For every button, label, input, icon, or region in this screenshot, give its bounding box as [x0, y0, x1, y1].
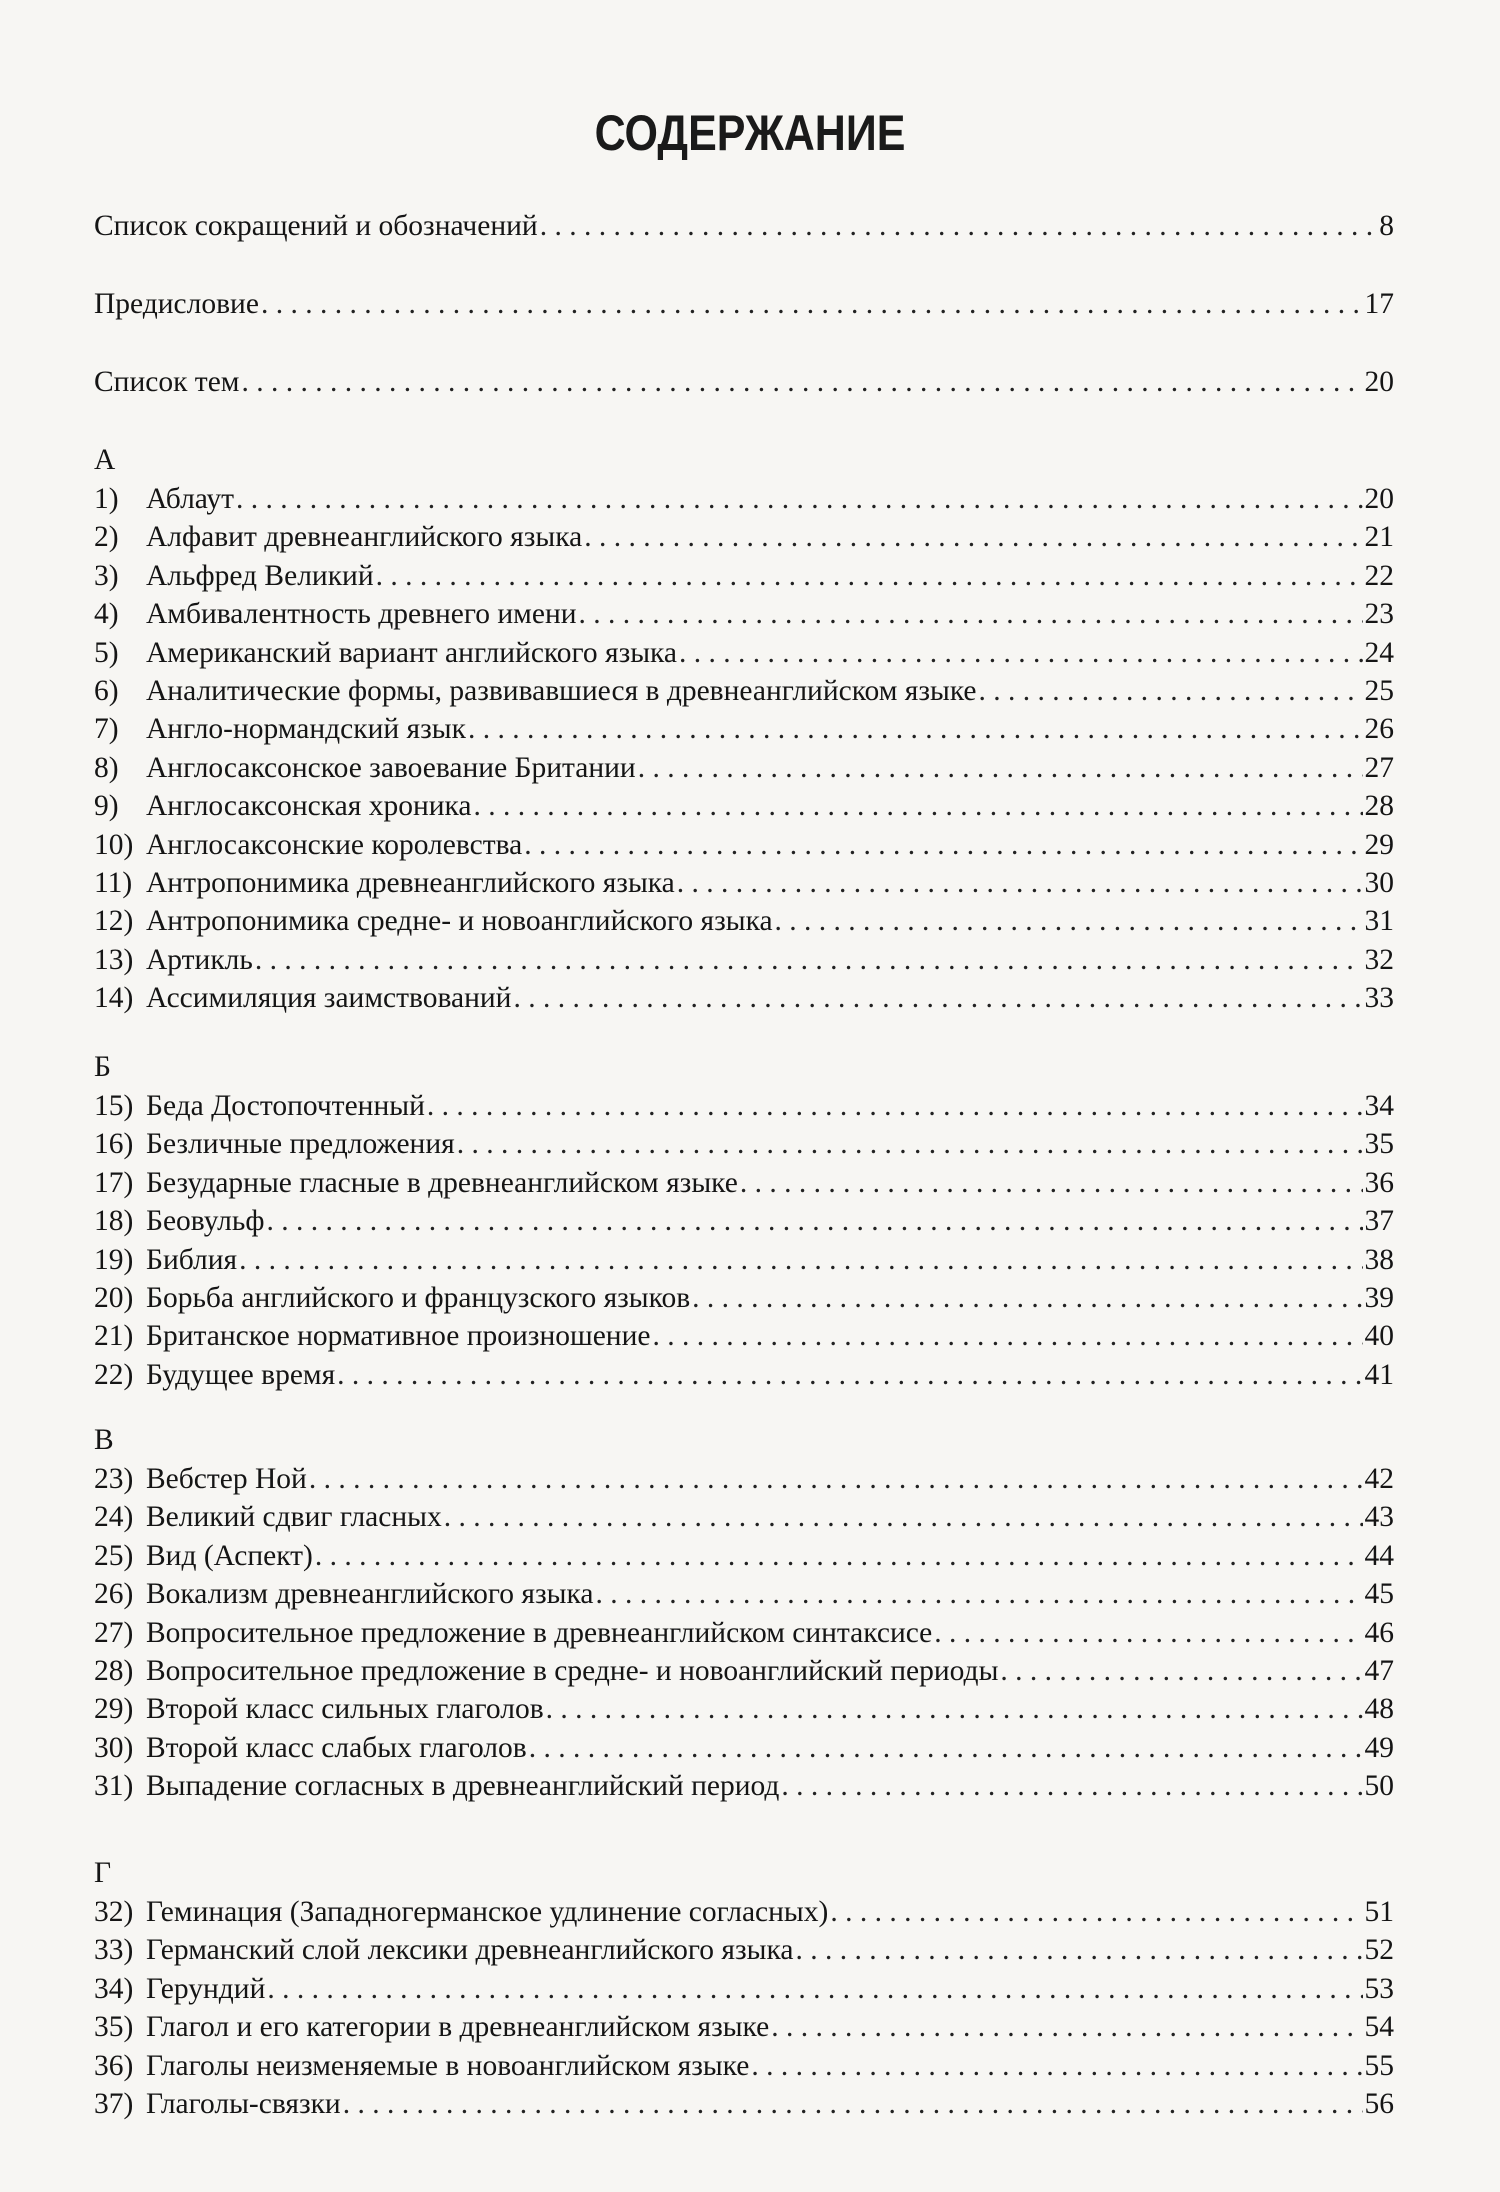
toc-entry — [94, 1355, 1394, 1395]
entry-page-number: 56 — [1364, 2088, 1394, 2120]
entry-number: 28) — [94, 1655, 134, 1687]
entry-title: Будущее время — [146, 1359, 336, 1391]
dot-leader — [692, 1278, 1362, 1318]
dot-leader — [638, 748, 1363, 788]
entry-number: 35) — [94, 2011, 134, 2043]
dot-leader — [474, 786, 1363, 826]
toc-entry — [94, 2084, 1394, 2124]
entry-number: 26) — [94, 1578, 134, 1610]
entry-number: 3) — [94, 560, 119, 592]
dot-leader — [309, 1459, 1363, 1499]
toc-entry — [94, 362, 1394, 402]
dot-leader — [376, 556, 1363, 596]
section-letter: Г — [94, 1857, 112, 1889]
entry-title: Безударные гласные в древнеанглийском языке — [146, 1167, 738, 1199]
entry-number: 6) — [94, 675, 119, 707]
dot-leader — [677, 863, 1363, 903]
toc-entry — [94, 978, 1394, 1018]
dot-leader — [795, 1930, 1362, 1970]
entry-page-number: 32 — [1364, 944, 1394, 976]
entry-number: 36) — [94, 2050, 134, 2082]
entry-number: 16) — [94, 1128, 134, 1160]
entry-number: 12) — [94, 905, 134, 937]
entry-number: 4) — [94, 598, 119, 630]
toc-entry — [94, 671, 1394, 711]
entry-title: Амбивалентность древнего имени — [146, 598, 577, 630]
toc-entry — [94, 1766, 1394, 1806]
entry-page-number: 54 — [1364, 2011, 1394, 2043]
entry-page-number: 35 — [1364, 1128, 1394, 1160]
dot-leader — [444, 1497, 1363, 1537]
toc-entry — [94, 2007, 1394, 2047]
entry-number: 24) — [94, 1501, 134, 1533]
entry-title: Вопросительное предложение в древнеанглийском синтаксисе — [146, 1617, 933, 1649]
entry-page-number: 25 — [1364, 675, 1394, 707]
dot-leader — [529, 1728, 1363, 1768]
toc-entry — [94, 206, 1394, 246]
entry-number: 14) — [94, 982, 134, 1014]
entry-number: 13) — [94, 944, 134, 976]
entry-title: Англосаксонские королевства — [146, 829, 523, 861]
entry-page-number: 49 — [1364, 1732, 1394, 1764]
entry-page-number: 27 — [1364, 752, 1394, 784]
entry-page-number: 20 — [1364, 366, 1394, 398]
entry-number: 37) — [94, 2088, 134, 2120]
entry-title: Глагол и его категории в древнеанглийском языке — [146, 2011, 770, 2043]
entry-page-number: 23 — [1364, 598, 1394, 630]
section-letter: А — [94, 444, 116, 476]
toc-entry — [94, 517, 1394, 557]
entry-number: 32) — [94, 1896, 134, 1928]
entry-page-number: 30 — [1364, 867, 1394, 899]
entry-title: Вид (Аспект) — [146, 1540, 313, 1572]
entry-page-number: 55 — [1364, 2050, 1394, 2082]
dot-leader — [236, 479, 1362, 519]
dot-leader — [261, 284, 1363, 324]
dot-leader — [457, 1124, 1363, 1164]
entry-page-number: 51 — [1364, 1896, 1394, 1928]
toc-entry — [94, 825, 1394, 865]
toc-entry — [94, 633, 1394, 673]
entry-page-number: 38 — [1364, 1244, 1394, 1276]
entry-page-number: 24 — [1364, 637, 1394, 669]
dot-leader — [540, 206, 1378, 246]
dot-leader — [751, 2046, 1362, 2086]
entry-number: 34) — [94, 1973, 134, 2005]
toc-entry — [94, 1201, 1394, 1241]
toc-entry — [94, 1497, 1394, 1537]
dot-leader — [830, 1892, 1362, 1932]
dot-leader — [595, 1574, 1362, 1614]
entry-number: 11) — [94, 867, 133, 899]
dot-leader — [427, 1086, 1363, 1126]
entry-title: Англосаксонская хроника — [146, 790, 472, 822]
entry-page-number: 36 — [1364, 1167, 1394, 1199]
dot-leader — [315, 1536, 1363, 1576]
entry-page-number: 52 — [1364, 1934, 1394, 1966]
entry-number: 29) — [94, 1693, 134, 1725]
dot-leader — [524, 825, 1362, 865]
dot-leader — [740, 1163, 1363, 1203]
entry-title: Ассимиляция заимствований — [146, 982, 512, 1014]
entry-title: Вопросительное предложение в средне- и новоанглийский периоды — [146, 1655, 999, 1687]
toc-entry — [94, 1124, 1394, 1164]
toc-entry — [94, 1892, 1394, 1932]
dot-leader — [241, 362, 1362, 402]
entry-number: 15) — [94, 1090, 134, 1122]
entry-title: Британское нормативное произношение — [146, 1320, 651, 1352]
toc-entry — [94, 1163, 1394, 1203]
entry-number: 9) — [94, 790, 119, 822]
entry-title: Список тем — [94, 366, 240, 398]
entry-title: Список сокращений и обозначений — [94, 210, 538, 242]
entry-number: 25) — [94, 1540, 134, 1572]
entry-page-number: 41 — [1364, 1359, 1394, 1391]
page-title: СОДЕРЖАНИЕ — [594, 105, 906, 161]
entry-title: Беда Достопочтенный — [146, 1090, 425, 1122]
entry-page-number: 17 — [1364, 288, 1394, 320]
entry-number: 19) — [94, 1244, 134, 1276]
toc-entry — [94, 1969, 1394, 2009]
dot-leader — [546, 1689, 1363, 1729]
dot-leader — [579, 594, 1363, 634]
entry-page-number: 21 — [1364, 521, 1394, 553]
entry-number: 20) — [94, 1282, 134, 1314]
entry-number: 22) — [94, 1359, 134, 1391]
entry-number: 30) — [94, 1732, 134, 1764]
toc-entry — [94, 901, 1394, 941]
entry-page-number: 8 — [1379, 210, 1394, 242]
entry-page-number: 40 — [1364, 1320, 1394, 1352]
entry-number: 17) — [94, 1167, 134, 1199]
entry-page-number: 43 — [1364, 1501, 1394, 1533]
entry-title: Альфред Великий — [146, 560, 374, 592]
section-letter: Б — [94, 1051, 111, 1083]
entry-title: Библия — [146, 1244, 238, 1276]
entry-page-number: 50 — [1364, 1770, 1394, 1802]
entry-title: Великий сдвиг гласных — [146, 1501, 442, 1533]
entry-number: 27) — [94, 1617, 134, 1649]
entry-number: 18) — [94, 1205, 134, 1237]
entry-page-number: 37 — [1364, 1205, 1394, 1237]
entry-number: 21) — [94, 1320, 134, 1352]
dot-leader — [584, 517, 1362, 557]
entry-page-number: 44 — [1364, 1540, 1394, 1572]
toc-entry — [94, 786, 1394, 826]
entry-number: 31) — [94, 1770, 134, 1802]
entry-page-number: 22 — [1364, 560, 1394, 592]
entry-title: Борьба английского и французского языков — [146, 1282, 691, 1314]
toc-entry — [94, 1728, 1394, 1768]
entry-number: 2) — [94, 521, 119, 553]
toc-entry — [94, 1689, 1394, 1729]
entry-number: 23) — [94, 1463, 134, 1495]
entry-title: Германский слой лексики древнеанглийского языка — [146, 1934, 794, 1966]
entry-page-number: 26 — [1364, 713, 1394, 745]
entry-page-number: 45 — [1364, 1578, 1394, 1610]
entry-number: 8) — [94, 752, 119, 784]
entry-title: Вебстер Ной — [146, 1463, 307, 1495]
entry-title: Безличные предложения — [146, 1128, 455, 1160]
toc-entry — [94, 479, 1394, 519]
entry-page-number: 20 — [1364, 483, 1394, 515]
entry-title: Вокализм древнеанглийского языка — [146, 1578, 594, 1610]
dot-leader — [266, 1201, 1362, 1241]
entry-page-number: 29 — [1364, 829, 1394, 861]
dot-leader — [513, 978, 1362, 1018]
entry-number: 5) — [94, 637, 119, 669]
toc-entry — [94, 1574, 1394, 1614]
toc-entry — [94, 2046, 1394, 2086]
dot-leader — [337, 1355, 1362, 1395]
entry-title: Геминация (Западногерманское удлинение согласных) — [146, 1896, 829, 1928]
toc-entry — [94, 1316, 1394, 1356]
dot-leader — [468, 709, 1363, 749]
entry-page-number: 34 — [1364, 1090, 1394, 1122]
toc-entry — [94, 1613, 1394, 1653]
toc-entry — [94, 1459, 1394, 1499]
dot-leader — [979, 671, 1363, 711]
dot-leader — [1000, 1651, 1362, 1691]
entry-title: Антропонимика древнеанглийского языка — [146, 867, 675, 899]
entry-page-number: 42 — [1364, 1463, 1394, 1495]
dot-leader — [343, 2084, 1363, 2124]
toc-entry — [94, 284, 1394, 324]
dot-leader — [771, 2007, 1362, 2047]
dot-leader — [239, 1240, 1362, 1280]
entry-title: Беовульф — [146, 1205, 265, 1237]
entry-page-number: 53 — [1364, 1973, 1394, 2005]
entry-page-number: 39 — [1364, 1282, 1394, 1314]
entry-title: Второй класс слабых глаголов — [146, 1732, 527, 1764]
toc-entry — [94, 1086, 1394, 1126]
toc-entry — [94, 1278, 1394, 1318]
entry-title: Выпадение согласных в древнеанглийский период — [146, 1770, 780, 1802]
toc-entry — [94, 748, 1394, 788]
dot-leader — [781, 1766, 1362, 1806]
entry-number: 10) — [94, 829, 134, 861]
toc-entry — [94, 1651, 1394, 1691]
entry-title: Предисловие — [94, 288, 259, 320]
toc-entry — [94, 1536, 1394, 1576]
entry-title: Алфавит древнеанглийского языка — [146, 521, 583, 553]
entry-title: Герундий — [146, 1973, 266, 2005]
entry-number: 1) — [94, 483, 119, 515]
dot-leader — [267, 1969, 1362, 2009]
entry-page-number: 28 — [1364, 790, 1394, 822]
entry-title: Артикль — [146, 944, 253, 976]
toc-entry — [94, 556, 1394, 596]
toc-entry — [94, 1930, 1394, 1970]
toc-entry — [94, 940, 1394, 980]
entry-title: Глаголы-связки — [146, 2088, 341, 2120]
entry-title: Американский вариант английского языка — [146, 637, 678, 669]
entry-title: Антропонимика средне- и новоанглийского языка — [146, 905, 773, 937]
entry-title: Англо-нормандский язык — [146, 713, 466, 745]
toc-entry — [94, 863, 1394, 903]
dot-leader — [652, 1316, 1362, 1356]
entry-page-number: 46 — [1364, 1617, 1394, 1649]
toc-entry — [94, 1240, 1394, 1280]
entry-page-number: 48 — [1364, 1693, 1394, 1725]
section-letter: В — [94, 1424, 114, 1456]
entry-title: Глаголы неизменяемые в новоанглийском языке — [146, 2050, 750, 2082]
entry-number: 7) — [94, 713, 119, 745]
toc-entry — [94, 594, 1394, 634]
entry-page-number: 31 — [1364, 905, 1394, 937]
entry-page-number: 47 — [1364, 1655, 1394, 1687]
entry-title: Аналитические формы, развивавшиеся в древнеанглийском языке — [146, 675, 977, 707]
entry-title: Аблаут — [146, 483, 235, 515]
toc-entry — [94, 709, 1394, 749]
dot-leader — [679, 633, 1362, 673]
dot-leader — [934, 1613, 1362, 1653]
entry-title: Второй класс сильных глаголов — [146, 1693, 544, 1725]
dot-leader — [775, 901, 1363, 941]
entry-page-number: 33 — [1364, 982, 1394, 1014]
dot-leader — [255, 940, 1363, 980]
entry-number: 33) — [94, 1934, 134, 1966]
entry-title: Англосаксонское завоевание Британии — [146, 752, 636, 784]
